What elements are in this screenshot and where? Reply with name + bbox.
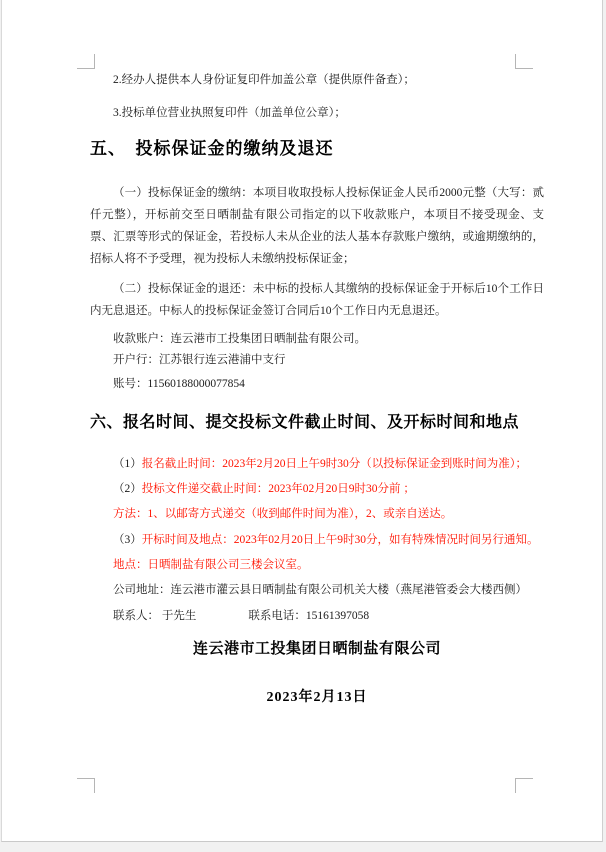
red-line-4-prefix: （3）	[113, 533, 142, 546]
receiver-account-line: 收款账户：连云港市工投集团日晒制盐有限公司。	[113, 332, 366, 345]
account-number-line: 账号：11560188000077854	[113, 378, 245, 391]
text-boundary-mark-bottom-left	[77, 778, 95, 793]
company-signature: 连云港市工投集团日晒制盐有限公司	[192, 640, 441, 657]
red-line-submission-deadline	[90, 477, 544, 502]
section-5-heading: 五、 投标保证金的缴纳及退还	[90, 139, 334, 159]
red-line-4-text: 开标时间及地点：2023年02月20日上午9时30分，如有特殊情况时间另行通知。	[141, 533, 539, 546]
red-line-signup-deadline	[90, 452, 544, 477]
bank-line: 开户行：江苏银行连云港浦中支行	[113, 354, 286, 367]
deposit-payment-paragraph: （一）投标保证金的缴纳：本项目收取投标人投标保证金人民币2000元整（大写：贰仟元整），开标前交至日晒制盐有限公司指定的以下收款账户，本项目不接受现金、支票、汇票等形式的保证金，若投标人未从企业的法人基本存款账户缴纳，或逾期缴纳的，招标人将不予受理，视为投标人未缴纳投标保证金；	[90, 187, 544, 265]
deadline-info-block	[90, 452, 544, 629]
red-line-venue	[90, 553, 544, 578]
contact-person: 联系人： 于先生	[113, 609, 197, 622]
red-line-2-prefix: （2）	[113, 483, 142, 496]
text-boundary-mark-top-left	[77, 54, 95, 69]
company-address-text: 公司地址：连云港市灌云县日晒制盐有限公司机关大楼（燕尾港管委会大楼西侧）	[113, 584, 527, 597]
section-6-heading: 六、报名时间、提交投标文件截止时间、及开标时间和地点	[90, 413, 520, 431]
red-line-delivery-method	[90, 502, 544, 527]
text-boundary-mark-bottom-right	[515, 778, 533, 793]
document-page	[1, 0, 603, 842]
text-boundary-mark-top-right	[515, 54, 533, 69]
list-item-3: 3.投标单位营业执照复印件（加盖单位公章）；	[113, 106, 346, 119]
red-line-1-text: 报名截止时间：2023年2月20日上午9时30分（以投标保证金到账时间为准）；	[141, 457, 527, 470]
red-line-5-text: 地点：日晒制盐有限公司三楼会议室。	[113, 558, 309, 571]
deposit-refund-paragraph: （二）投标保证金的退还：未中标的投标人其缴纳的投标保证金于开标后10个工作日内无息退还。中标人的投标保证金签订合同后10个工作日内无息退还。	[90, 283, 544, 317]
red-line-3-text: 方法：1、以邮寄方式递交（收到邮件时间为准），2、或亲自送达。	[113, 508, 453, 521]
company-address-line	[90, 578, 544, 603]
red-line-2-text: 投标文件递交截止时间：2023年02月20日9时30分前 ；	[141, 483, 415, 496]
contact-phone: 联系电话：15161397058	[248, 609, 370, 622]
signature-date: 2023年2月13日	[266, 689, 368, 705]
list-item-2: 2.经办人提供本人身份证复印件加盖公章（提供原件备查）；	[113, 74, 415, 86]
red-line-opening-time	[90, 528, 544, 553]
document-body	[90, 70, 544, 709]
red-line-1-prefix: （1）	[113, 457, 142, 470]
contact-line	[90, 604, 544, 629]
